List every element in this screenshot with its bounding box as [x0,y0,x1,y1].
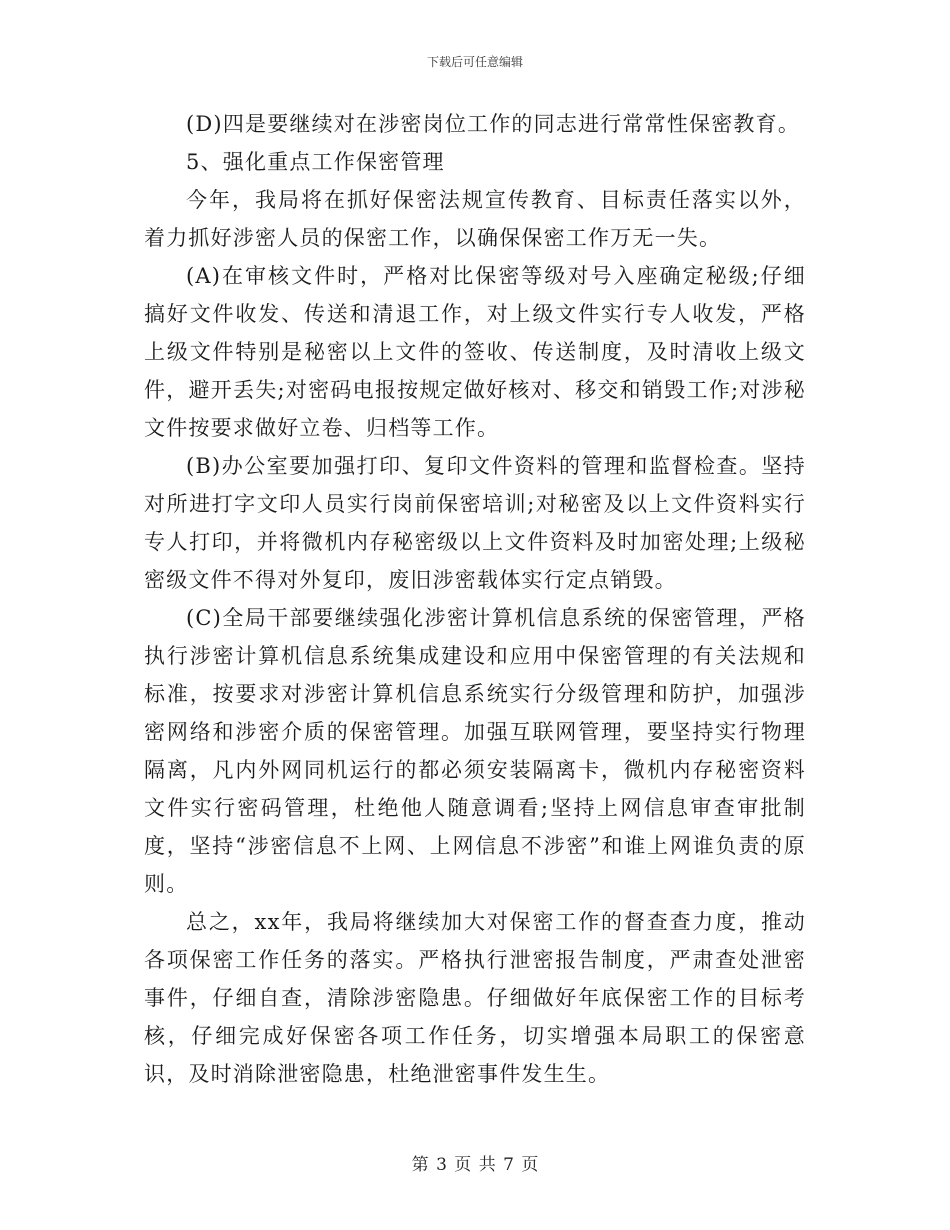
paragraph-summary: 总之，xx年，我局将继续加大对保密工作的督查查力度，推动各项保密工作任务的落实。严格执行泄密报告制度，严肃查处泄密事件，仔细自查，清除涉密隐患。仔细做好年底保密工作的目标考核，仔细完成好保密各项工作任务，切实增强本局职工的保密意识，及时消除泄密隐患，杜绝泄密事件发生生。 [144,910,806,1086]
section-heading: 5、强化重点工作保密管理 [186,150,445,174]
document-body [144,105,806,1093]
paragraph-item-d: (D)四是要继续对在涉密岗位工作的同志进行常常性保密教育。 [186,112,801,136]
paragraph-item-b: (B)办公室要加强打印、复印文件资料的管理和监督检查。坚持对所进打字文印人员实行岗前保密培训;对秘密及以上文件资料实行专人打印，并将微机内存秘密级以上文件资料及时加密处理;上级秘密级文件不得对外复印，废旧涉密载体实行定点销毁。 [144,454,806,592]
page-header: 下载后可任意编辑 [426,55,523,69]
paragraph-item-a: (A)在审核文件时，严格对比保密等级对号入座确定秘级;仔细搞好文件收发、传送和清退工作，对上级文件实行专人收发，严格上级文件特别是秘密以上文件的签收、传送制度，及时清收上级文件，避开丢失;对密码电报按规定做好核对、移交和销毁工作;对涉秘文件按要求做好立卷、归档等工作。 [144,264,806,440]
paragraph-item-c: (C)全局干部要继续强化涉密计算机信息系统的保密管理，严格执行涉密计算机信息系统集成建设和应用中保密管理的有关法规和标准，按要求对涉密计算机信息系统实行分级管理和防护，加强涉密网络和涉密介质的保密管理。加强互联网管理，要坚持实行物理隔离，凡内外网同机运行的都必须安装隔离卡，微机内存秘密资料文件实行密码管理，杜绝他人随意调看;坚持上网信息审查审批制度，坚持“涉密信息不上网、上网信息不涉密”和谁上网谁负责的原则。 [144,606,806,896]
paragraph-intro: 今年，我局将在抓好保密法规宣传教育、目标责任落实以外，着力抓好涉密人员的保密工作，以确保保密工作万无一失。 [144,188,806,250]
page-number: 第 3 页 共 7 页 [411,1155,539,1175]
